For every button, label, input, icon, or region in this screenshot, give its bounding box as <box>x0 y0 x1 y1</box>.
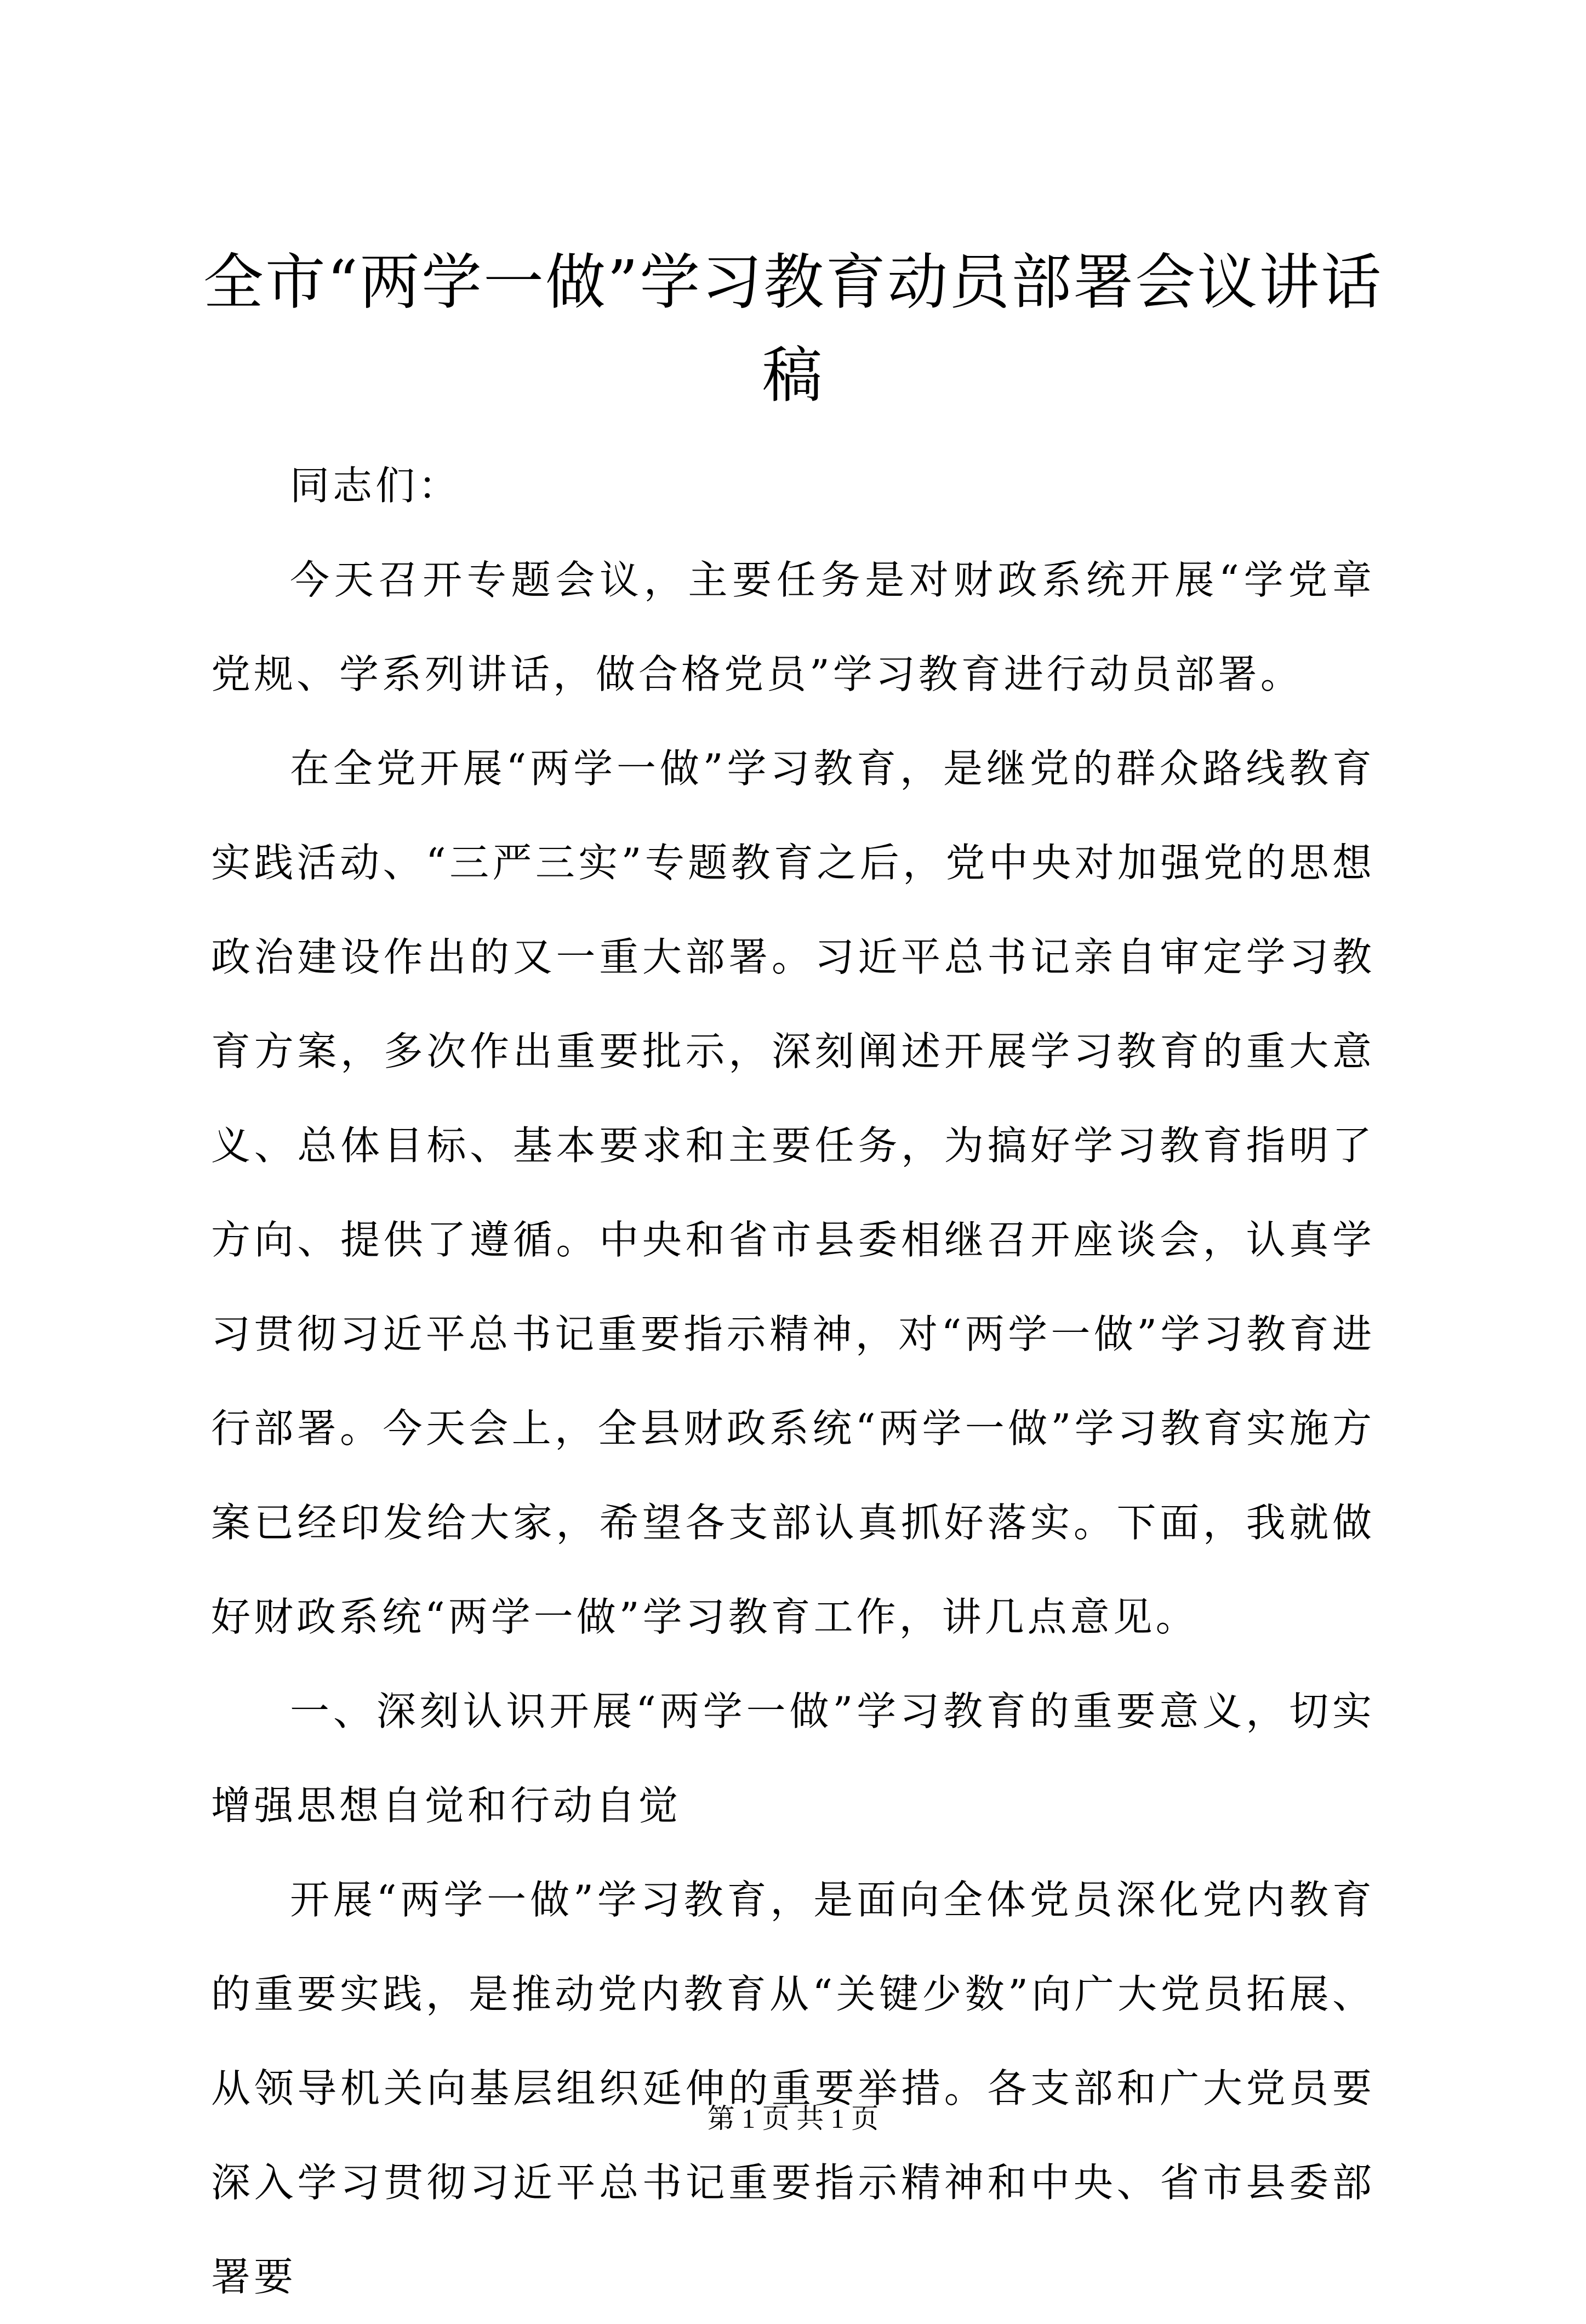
document-title: 全市“两学一做”学习教育动员部署会议讲话稿 <box>203 247 1383 411</box>
salutation-paragraph: 同志们： <box>290 463 461 509</box>
body-paragraph: 在全党开展“两学一做”学习教育，是继党的群众路线教育实践活动、“三严三实”专题教育之后，党中央对加强党的思想政治建设作出的又一重大部署。习近平总书记亲自审定学习教育方案，多次作出重要批示，深刻阐述开展学习教育的重大意义、总体目标、基本要求和主要任务，为搞好学习教育指明了方向、提供了遵循。中央和省市县委相继召开座谈会，认真学习贯彻习近平总书记重要指示精神，对“两学一做”学习教育进行部署。今天会上，全县财政系统“两学一做”学习教育实施方案已经印发给大家，希望各支部认真抓好落实。下面，我就做好财政系统“两学一做”学习教育工作，讲几点意见。 <box>211 745 1375 1640</box>
body-paragraph: 今天召开专题会议，主要任务是对财政系统开展“学党章党规、学系列讲话，做合格党员”学习教育进行动员部署。 <box>211 557 1375 697</box>
page-footer: 第 1 页 共 1 页 <box>707 2103 879 2134</box>
document-body <box>211 438 1375 2324</box>
section-heading: 一、深刻认识开展“两学一做”学习教育的重要意义，切实增强思想自觉和行动自觉 <box>211 1688 1375 1829</box>
body-paragraph: 开展“两学一做”学习教育，是面向全体党员深化党内教育的重要实践，是推动党内教育从“关键少数”向广大党员拓展、从领导机关向基层组织延伸的重要举措。各支部和广大党员要深入学习贯彻习近平总书记重要指示精神和中央、省市县委部署要 <box>211 1877 1375 2300</box>
